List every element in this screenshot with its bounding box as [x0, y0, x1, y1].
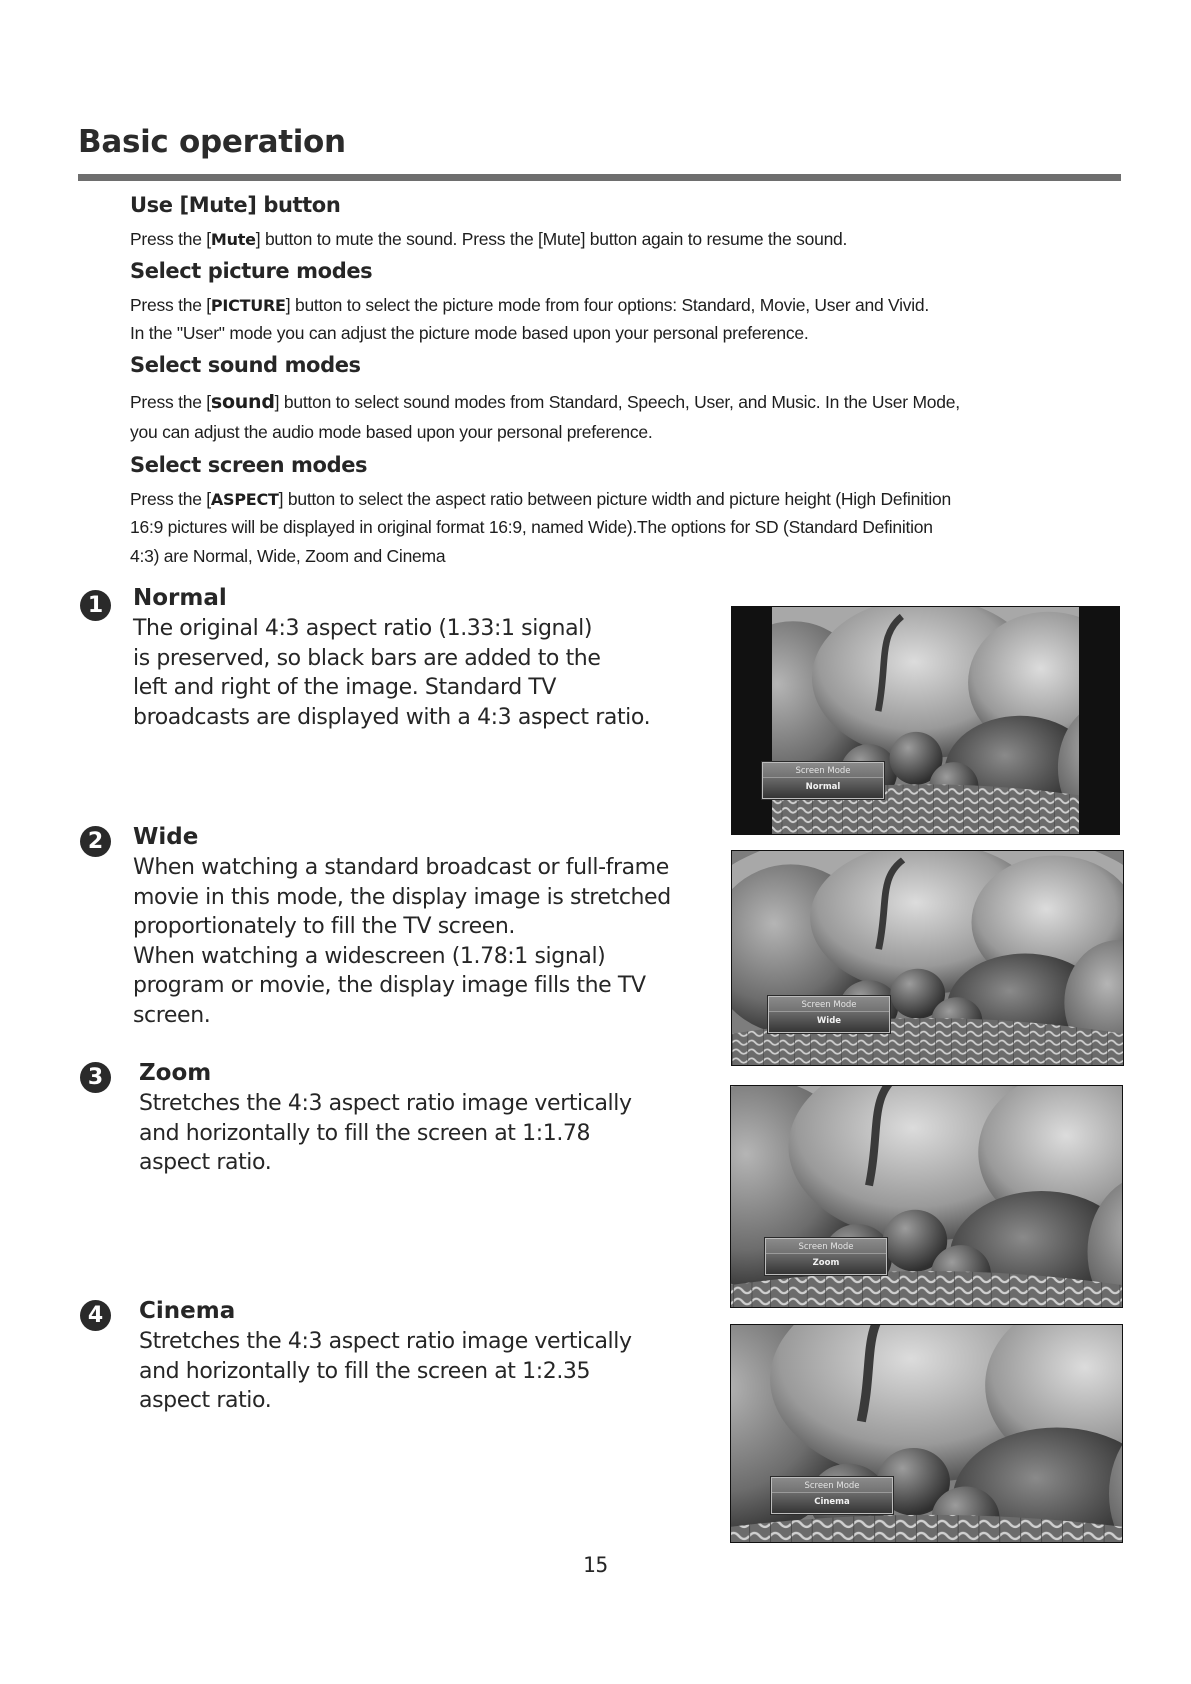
osd-value: Cinema [772, 1493, 892, 1513]
mode-description-normal: The original 4:3 aspect ratio (1.33:1 signal) is preserved, so black bars are added to the left and right of the image. Standard TV broadcasts are displayed with a 4:3 aspect ratio. [133, 616, 651, 730]
mode-title-cinema: Cinema [139, 1298, 236, 1324]
osd-value: Normal [763, 778, 883, 798]
section-text-picture-line-2: In the "User" mode you can adjust the picture mode based upon your personal preference. [130, 323, 809, 343]
osd-label: Screen Mode [769, 997, 889, 1012]
mode-title-zoom: Zoom [139, 1060, 212, 1086]
normal-mode-screenshot [731, 606, 1120, 835]
section-heading-sound: Select sound modes [130, 353, 361, 377]
page-number: 15 [582, 1553, 609, 1577]
section-text-screen-line-3: 4:3) are Normal, Wide, Zoom and Cinema [130, 546, 446, 566]
key-label-mute: Mute [210, 230, 256, 249]
section-text-sound-line-1: Press the [sound] button to select sound modes from Standard, Speech, User, and Music. In the User Mode, [130, 391, 960, 413]
section-text-sound-line-2: you can adjust the audio mode based upon your personal preference. [130, 422, 653, 442]
page-title: Basic operation [78, 124, 346, 160]
osd-label: Screen Mode [766, 1239, 886, 1254]
mode-title-wide: Wide [133, 824, 199, 850]
section-heading-mute: Use [Mute] button [130, 193, 341, 217]
section-text-screen-line-1: Press the [ASPECT] button to select the aspect ratio between picture width and picture height (High Definition [130, 489, 951, 509]
circled-number-icon: 1 [80, 590, 111, 621]
section-heading-picture: Select picture modes [130, 259, 373, 283]
screen-mode-osd [768, 996, 890, 1033]
wide-mode-screenshot [731, 850, 1124, 1066]
screen-mode-osd [762, 762, 884, 799]
osd-label: Screen Mode [763, 763, 883, 778]
osd-value: Zoom [766, 1254, 886, 1274]
mode-description-zoom: Stretches the 4:3 aspect ratio image vertically and horizontally to fill the screen at 1:1.78 aspect ratio. [139, 1091, 632, 1175]
circled-number-icon: 2 [80, 826, 111, 857]
osd-label: Screen Mode [772, 1478, 892, 1493]
mode-description-cinema: Stretches the 4:3 aspect ratio image vertically and horizontally to fill the screen at 1:2.35 aspect ratio. [139, 1329, 632, 1413]
screen-mode-osd [765, 1238, 887, 1275]
section-heading-screen: Select screen modes [130, 453, 368, 477]
section-text-mute-line-1: Press the [Mute] button to mute the sound. Press the [Mute] button again to resume the sound. [130, 229, 848, 249]
title-divider [78, 174, 1121, 181]
section-text-screen-line-2: 16:9 pictures will be displayed in original format 16:9, named Wide).The options for SD (Standard Definition [130, 517, 933, 537]
key-label-aspect: ASPECT [210, 490, 279, 509]
mode-title-normal: Normal [133, 585, 227, 611]
zoom-mode-screenshot [730, 1085, 1123, 1308]
key-label-sound: sound [210, 391, 275, 413]
osd-value: Wide [769, 1012, 889, 1032]
circled-number-icon: 3 [80, 1062, 111, 1093]
mode-description-wide: When watching a standard broadcast or full-frame movie in this mode, the display image is stretched proportionately to fill the TV screen. When watching a widescreen (1.78:1 signal) program or movie, the display image fills the TV screen. [133, 855, 671, 1028]
key-label-picture: PICTURE [210, 296, 286, 315]
cinema-mode-screenshot [730, 1324, 1123, 1543]
screen-mode-osd [771, 1477, 893, 1514]
circled-number-icon: 4 [80, 1300, 111, 1331]
vegetable-basket-photo [732, 607, 1119, 834]
section-text-picture-line-1: Press the [PICTURE] button to select the picture mode from four options: Standard, Movie, User and Vivid. [130, 295, 930, 315]
